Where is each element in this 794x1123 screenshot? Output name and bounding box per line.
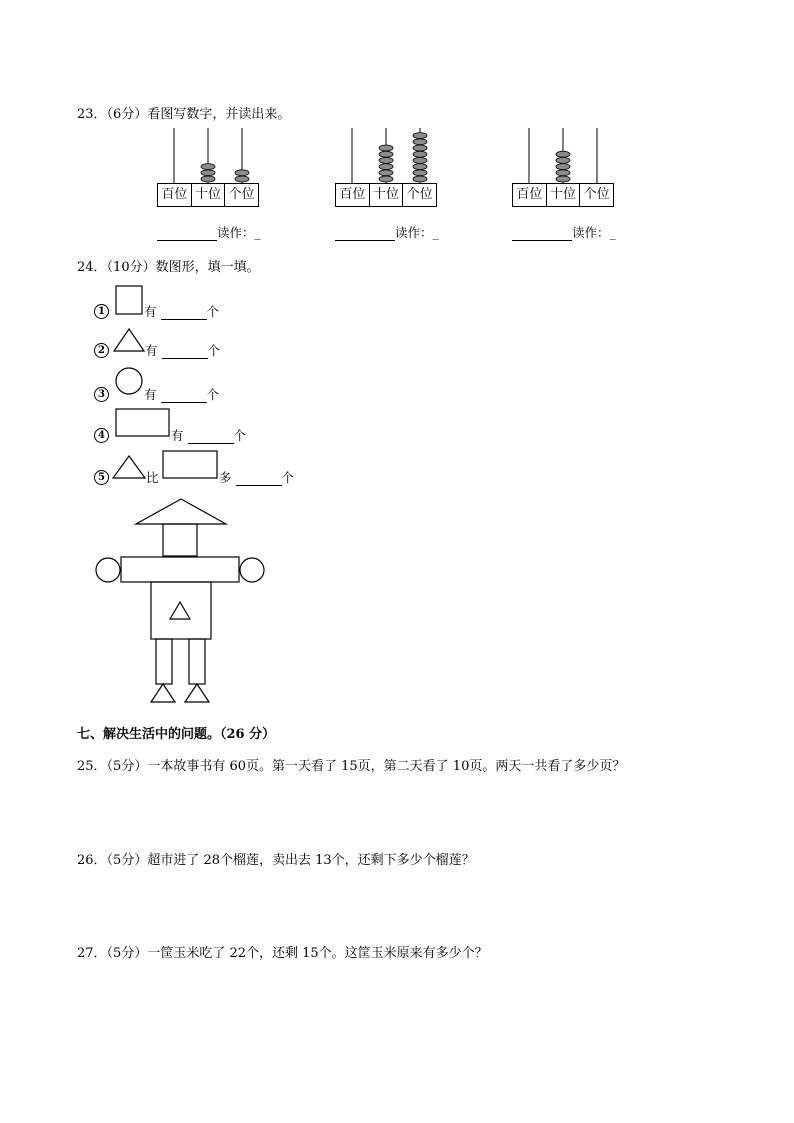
label-tens: 十位 xyxy=(192,184,226,206)
robot-hat-triangle xyxy=(136,499,226,524)
abacus-bead-tens xyxy=(201,176,215,182)
abacus-bead-tens xyxy=(556,157,570,163)
rectangle-icon xyxy=(115,408,171,438)
number-blank[interactable] xyxy=(335,228,395,241)
q24-item-3-num: 3 xyxy=(94,385,109,402)
abacus-bead-ones xyxy=(235,170,249,176)
label-hundreds: 百位 xyxy=(513,184,547,206)
abacus-bead-ones xyxy=(413,164,427,170)
q24-item-3: 有 个 xyxy=(144,387,220,402)
label-ones: 个位 xyxy=(583,187,610,202)
q25-text: 25．（5分）一本故事书有 60页。第一天看了 15页，第二天看了 10页。两天一共看了多少页？ xyxy=(77,759,626,774)
q24-item-2-num: 2 xyxy=(94,341,109,358)
rectangle-icon xyxy=(162,450,219,480)
robot-chest-triangle xyxy=(170,602,190,619)
label-tens: 十位 xyxy=(547,184,581,206)
circle-icon xyxy=(115,367,145,397)
abacus-bead-tens xyxy=(556,170,570,176)
q24-item-5-num: 5 xyxy=(94,468,109,485)
answer-blank[interactable] xyxy=(162,346,208,359)
q24-item-5: 多 个 xyxy=(219,470,295,485)
robot-left-hand-circle xyxy=(96,558,120,582)
abacus-bead-ones xyxy=(413,170,427,176)
q26-text: 26．（5分）超市进了 28个榴莲，卖出去 13个，还剩下多少个榴莲？ xyxy=(77,853,475,868)
robot-figure xyxy=(95,498,267,704)
q24-title: 24．（10分）数图形，填一填。 xyxy=(77,260,260,275)
abacus-bead-ones xyxy=(413,139,427,145)
triangle-icon xyxy=(112,328,146,354)
section-7-title: 七、解决生活中的问题。（26 分） xyxy=(77,727,276,742)
abacus-bead-tens xyxy=(379,151,393,157)
abacus-2-labels xyxy=(335,183,437,207)
q27-text: 27．（5分）一筐玉米吃了 22个，还剩 15个。这筐玉米原来有多少个？ xyxy=(77,946,488,961)
triangle-icon xyxy=(111,455,147,481)
answer-blank[interactable] xyxy=(188,431,234,444)
number-blank[interactable] xyxy=(157,228,217,241)
abacus-1-labels xyxy=(157,183,259,207)
q24-item-5-compare-word: 比 xyxy=(146,470,159,485)
robot-arms-rectangle xyxy=(121,557,239,582)
q23-title: 23．（6分）看图写数字，并读出来。 xyxy=(77,107,291,122)
robot-left-foot-triangle xyxy=(151,684,175,702)
abacus-bead-ones xyxy=(235,176,249,182)
robot-left-leg xyxy=(156,639,172,684)
abacus-bead-tens xyxy=(379,170,393,176)
robot-body-rectangle xyxy=(151,582,211,639)
robot-right-hand-circle xyxy=(240,558,264,582)
label-tens: 十位 xyxy=(370,184,404,206)
q24-item-1: 有 个 xyxy=(144,304,220,319)
answer-blank[interactable] xyxy=(161,307,207,320)
q24-item-1-num: 1 xyxy=(94,302,109,319)
abacus-bead-tens xyxy=(379,164,393,170)
q24-item-4: 有 个 xyxy=(171,428,247,443)
robot-right-foot-triangle xyxy=(185,684,209,702)
abacus-bead-ones xyxy=(413,157,427,163)
abacus-bead-ones xyxy=(413,176,427,182)
abacus-bead-tens xyxy=(379,145,393,151)
q23-answer-2[interactable]: 读作：_ xyxy=(335,223,439,241)
label-ones: 个位 xyxy=(228,187,255,202)
abacus-bead-tens xyxy=(201,164,215,170)
abacus-bead-tens xyxy=(556,176,570,182)
robot-head-square xyxy=(163,524,197,556)
square-icon xyxy=(115,285,143,317)
abacus-bead-ones xyxy=(413,145,427,151)
q24-item-4-num: 4 xyxy=(94,426,109,443)
abacus-bead-tens xyxy=(201,170,215,176)
answer-blank[interactable] xyxy=(161,390,207,403)
abacus-bead-tens xyxy=(379,157,393,163)
abacus-bead-ones xyxy=(413,133,427,139)
number-blank[interactable] xyxy=(512,228,572,241)
label-ones: 个位 xyxy=(406,187,433,202)
label-hundreds: 百位 xyxy=(158,184,192,206)
abacus-bead-tens xyxy=(556,151,570,157)
label-hundreds: 百位 xyxy=(336,184,370,206)
abacus-bead-ones xyxy=(413,151,427,157)
abacus-bead-tens xyxy=(556,164,570,170)
abacus-bead-tens xyxy=(379,176,393,182)
answer-blank[interactable] xyxy=(236,473,282,486)
robot-right-leg xyxy=(189,639,205,684)
abacus-3-labels xyxy=(512,183,614,207)
q24-item-2: 有 个 xyxy=(145,343,221,358)
q23-answer-1[interactable]: 读作：_ xyxy=(157,223,261,241)
q23-answer-3[interactable]: 读作：_ xyxy=(512,223,616,241)
